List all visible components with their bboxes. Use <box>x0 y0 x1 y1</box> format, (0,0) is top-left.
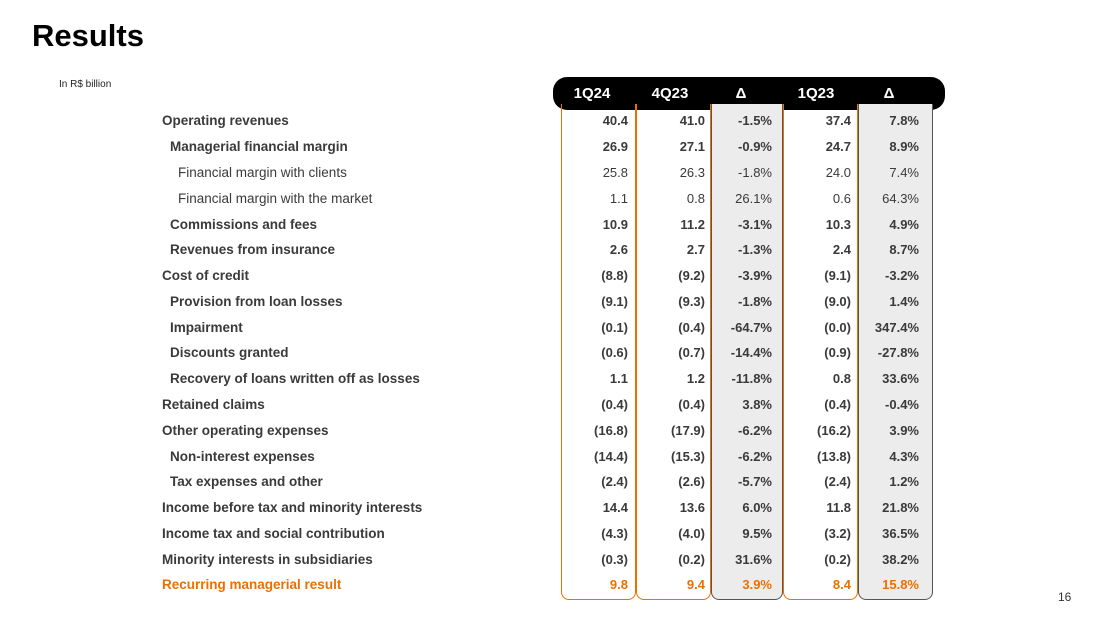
table-cell: (3.2) <box>824 526 851 541</box>
table-cell: (0.7) <box>678 345 705 360</box>
table-cell: -1.3% <box>738 242 772 257</box>
table-cell: 9.4 <box>686 577 705 592</box>
row-label: Operating revenues <box>162 113 289 128</box>
table-cell: 27.1 <box>679 139 705 154</box>
table-cell: (0.9) <box>824 345 851 360</box>
table-cell: (4.0) <box>678 526 705 541</box>
table-cell: (16.8) <box>594 423 628 438</box>
table-cell: 2.4 <box>832 242 851 257</box>
table-cell: (17.9) <box>671 423 705 438</box>
table-cell: 41.0 <box>679 113 705 128</box>
table-cell: 0.6 <box>832 191 851 206</box>
table-cell: -11.8% <box>731 371 772 386</box>
table-cell: (0.3) <box>601 552 628 567</box>
table-cell: (0.4) <box>678 397 705 412</box>
table-cell: -27.8% <box>877 345 919 360</box>
table-cell: 7.8% <box>889 113 919 128</box>
table-cell: (2.6) <box>678 474 705 489</box>
table-cell: 13.6 <box>679 500 705 515</box>
row-label: Income tax and social contribution <box>162 526 385 541</box>
table-cell: 3.8% <box>742 397 772 412</box>
table-cell: -0.4% <box>885 397 919 412</box>
table-cell: (0.2) <box>678 552 705 567</box>
row-label: Cost of credit <box>162 268 250 283</box>
table-cell: 21.8% <box>882 500 919 515</box>
row-label: Tax expenses and other <box>170 474 323 489</box>
page-number: 16 <box>1058 590 1072 604</box>
row-label: Financial margin with the market <box>178 191 373 206</box>
table-cell: -1.5% <box>738 113 772 128</box>
table-cell: 1.2 <box>686 371 705 386</box>
table-cell: (2.4) <box>824 474 851 489</box>
row-label: Other operating expenses <box>162 423 329 438</box>
table-cell: 2.6 <box>609 242 628 257</box>
table-cell: 7.4% <box>889 165 919 180</box>
table-cell: 10.9 <box>602 217 628 232</box>
table-cell: 8.7% <box>889 242 919 257</box>
table-cell: 1.2% <box>889 474 919 489</box>
column-header-delta-quarter: Δ <box>735 85 747 102</box>
table-cell: 26.1% <box>735 191 772 206</box>
table-cell: (15.3) <box>671 449 705 464</box>
table-cell: 31.6% <box>735 552 772 567</box>
row-label: Commissions and fees <box>170 217 318 232</box>
table-cell: (0.4) <box>824 397 851 412</box>
table-cell: 0.8 <box>832 371 851 386</box>
table-cell: 40.4 <box>602 113 628 128</box>
table-cell: 9.8 <box>609 577 628 592</box>
row-label: Retained claims <box>162 397 265 412</box>
table-cell: 33.6% <box>882 371 919 386</box>
table-cell: 1.4% <box>889 294 919 309</box>
table-cell: -1.8% <box>738 165 772 180</box>
table-cell: (0.1) <box>601 320 628 335</box>
table-cell: 8.4 <box>832 577 851 592</box>
table-cell: 14.4 <box>602 500 628 515</box>
table-cell: 347.4% <box>874 320 919 335</box>
table-cell: -3.1% <box>738 217 772 232</box>
table-cell: -6.2% <box>738 449 772 464</box>
table-cell: 1.1 <box>609 371 628 386</box>
table-cell: -3.9% <box>738 268 772 283</box>
row-label: Non-interest expenses <box>170 449 315 464</box>
column-header-delta-year: Δ <box>883 85 895 102</box>
table-cell: -64.7% <box>730 320 772 335</box>
row-label: Managerial financial margin <box>170 139 348 154</box>
table-cell: -1.8% <box>738 294 772 309</box>
table-cell: (2.4) <box>601 474 628 489</box>
table-cell: 26.9 <box>602 139 628 154</box>
table-cell: (9.0) <box>824 294 851 309</box>
table-cell: 0.8 <box>686 191 705 206</box>
row-label: Revenues from insurance <box>170 242 336 257</box>
unit-note: In R$ billion <box>59 79 112 90</box>
table-cell: (0.4) <box>678 320 705 335</box>
table-cell: (0.6) <box>601 345 628 360</box>
table-cell: 15.8% <box>882 577 919 592</box>
table-cell: -6.2% <box>738 423 772 438</box>
table-cell: 2.7 <box>686 242 705 257</box>
table-cell: -5.7% <box>738 474 772 489</box>
row-label: Recovery of loans written off as losses <box>170 371 420 386</box>
table-cell: (9.1) <box>601 294 628 309</box>
row-label: Minority interests in subsidiaries <box>162 552 373 567</box>
table-cell: 11.2 <box>680 217 705 232</box>
table-cell: -3.2% <box>885 268 919 283</box>
table-cell: (14.4) <box>594 449 628 464</box>
table-cell: (13.8) <box>817 449 851 464</box>
table-cell: (9.3) <box>678 294 705 309</box>
table-cell: (0.0) <box>824 320 851 335</box>
table-cell: -0.9% <box>738 139 772 154</box>
table-cell: 1.1 <box>609 191 628 206</box>
table-cell: 10.3 <box>825 217 851 232</box>
row-label: Recurring managerial result <box>162 577 342 592</box>
table-cell: 6.0% <box>742 500 772 515</box>
table-cell: 36.5% <box>882 526 919 541</box>
table-cell: (9.1) <box>824 268 851 283</box>
table-cell: (9.2) <box>678 268 705 283</box>
table-cell: 24.0 <box>825 165 851 180</box>
table-cell: (16.2) <box>817 423 851 438</box>
row-label: Impairment <box>170 320 243 335</box>
column-header-1q24: 1Q24 <box>573 85 611 102</box>
row-label: Income before tax and minority interests <box>162 500 423 515</box>
table-cell: (4.3) <box>601 526 628 541</box>
column-header-1q23: 1Q23 <box>797 85 835 102</box>
table-cell: 25.8 <box>602 165 628 180</box>
table-cell: 64.3% <box>882 191 919 206</box>
table-cell: 11.8 <box>826 500 851 515</box>
table-cell: (8.8) <box>601 268 628 283</box>
table-cell: 37.4 <box>825 113 851 128</box>
table-cell: (0.2) <box>824 552 851 567</box>
table-cell: 4.9% <box>889 217 919 232</box>
page-title: Results <box>32 18 144 53</box>
column-header-4q23: 4Q23 <box>651 85 689 102</box>
table-cell: 3.9% <box>889 423 919 438</box>
table-cell: -14.4% <box>730 345 772 360</box>
table-cell: 8.9% <box>889 139 919 154</box>
row-label: Discounts granted <box>170 345 289 360</box>
table-cell: 9.5% <box>742 526 772 541</box>
table-cell: (0.4) <box>601 397 628 412</box>
row-label: Provision from loan losses <box>170 294 343 309</box>
table-cell: 24.7 <box>825 139 851 154</box>
table-cell: 38.2% <box>882 552 919 567</box>
table-cell: 4.3% <box>889 449 919 464</box>
table-cell: 3.9% <box>742 577 772 592</box>
table-cell: 26.3 <box>679 165 705 180</box>
row-label: Financial margin with clients <box>178 165 347 180</box>
